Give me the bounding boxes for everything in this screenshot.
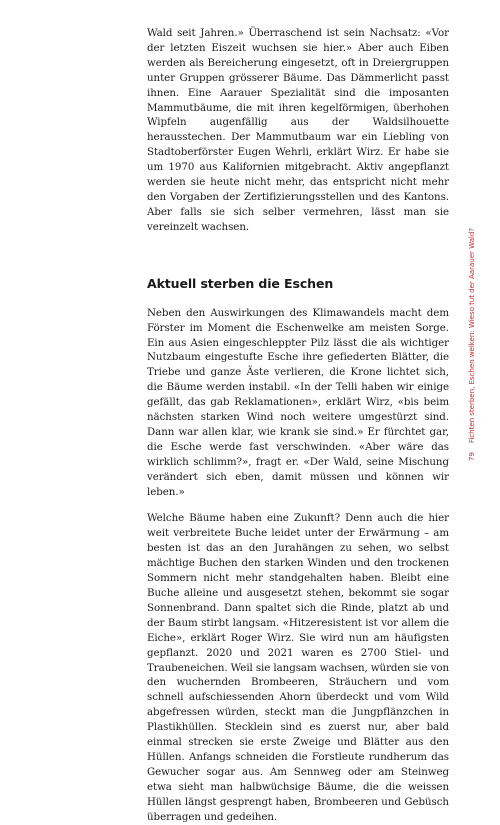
page-number: 79: [467, 452, 476, 462]
text-column: [147, 26, 449, 825]
section-heading: Aktuell sterben die Eschen: [147, 275, 334, 291]
running-head: Fichten sterben, Eschen welken: Wieso tut der Aarauer Wald?: [467, 228, 476, 444]
body-paragraph: Welche Bäume haben eine Zukunft? Denn auch die hier weit verbreitete Buche leidet unter der Erwärmung – am besten ist das an den Jurahängen zu sehen, wo selbst mächtige Buchen den starken Winden und den trockenen Sommern nicht mehr standgehalten haben. Bleibt eine Buche alleine und ausgesetzt stehen, bekommt sie sogar Sonnenbrand. Dann spaltet sich die Rinde, platzt ab und der Baum stirbt langsam. «Hitzeresistent ist vor allem die Eiche», erklärt Roger Wirz. Sie wird nun am häufigsten gepflanzt. 2020 und 2021 waren es 2700 Stiel- und Traubeneichen. Weil sie langsam wachsen, würden sie von den wuchernden Brombeeren, Sträuchern und vom schnell aufschiessenden Ahorn überdeckt und vom Wild abgefressen würden, steckt man die Jungpflänzchen in Plastikhüllen. Stecklein sind es zuerst nur, aber bald einmal strecken sie erste Zweige und Blätter aus den Hüllen. Anfangs schneiden die Forstleute rundherum das Gewucher sogar aus. Am Sennweg oder am Steinweg etwa sieht man halbwüchsige Bäume, die die weissen Hüllen längst gesprengt haben, Brombeeren und Gebüsch überragen und gedeihen.: [147, 512, 449, 823]
body-paragraph: Wald seit Jahren.» Überraschend ist sein Nachsatz: «Vor der letzten Eiszeit wuchsen sie hier.» Aber auch Eiben werden als Bereicherung eingesetzt, oft in Dreiergruppen unter Gruppen grösserer Bäume. Das Dämmerlicht passt ihnen. Eine Aarauer Spezialität sind die imposanten Mammutbäume, die mit ihren kegelförmigen, überhohen Wipfeln augenfällig aus der Waldsilhouette herausstechen. Der Mammutbaum war ein Liebling von Stadtoberförster Eugen Wehrli, erklärt Wirz. Er habe sie um 1970 aus Kalifornien mitgebracht. Aktiv angepflanzt werden sie heute nicht mehr, das entspricht nicht mehr den Vorgaben der Zertifizierungsstellen und des Kantons. Aber falls sie sich selber vermehren, lässt man sie vereinzelt wachsen.: [147, 27, 449, 233]
page-margin: [466, 220, 480, 690]
body-paragraph: Neben den Auswirkungen des Klimawandels macht dem Förster im Moment die Eschenwelke am meisten Sorge. Ein aus Asien eingeschleppter Pilz lässt die als wichtiger Nutzbaum eingestufte Esche ihre gefiederten Blätter, die Triebe und ganze Äste verlieren, die Krone lichtet sich, die Bäume werden instabil. «In der Telli haben wir einige gefällt, das gab Reklamationen», erklärt Wirz, «bis beim nächsten starken Wind noch weitere umgestürzt sind. Dann war allen klar, wie krank sie sind.» Er fürchtet gar, die Esche werde fast verschwinden. «Aber wäre das wirklich schlimm?», fragt er. «Der Wald, seine Mischung verändert sich eben, damit müssen und können wir leben.»: [147, 306, 449, 498]
